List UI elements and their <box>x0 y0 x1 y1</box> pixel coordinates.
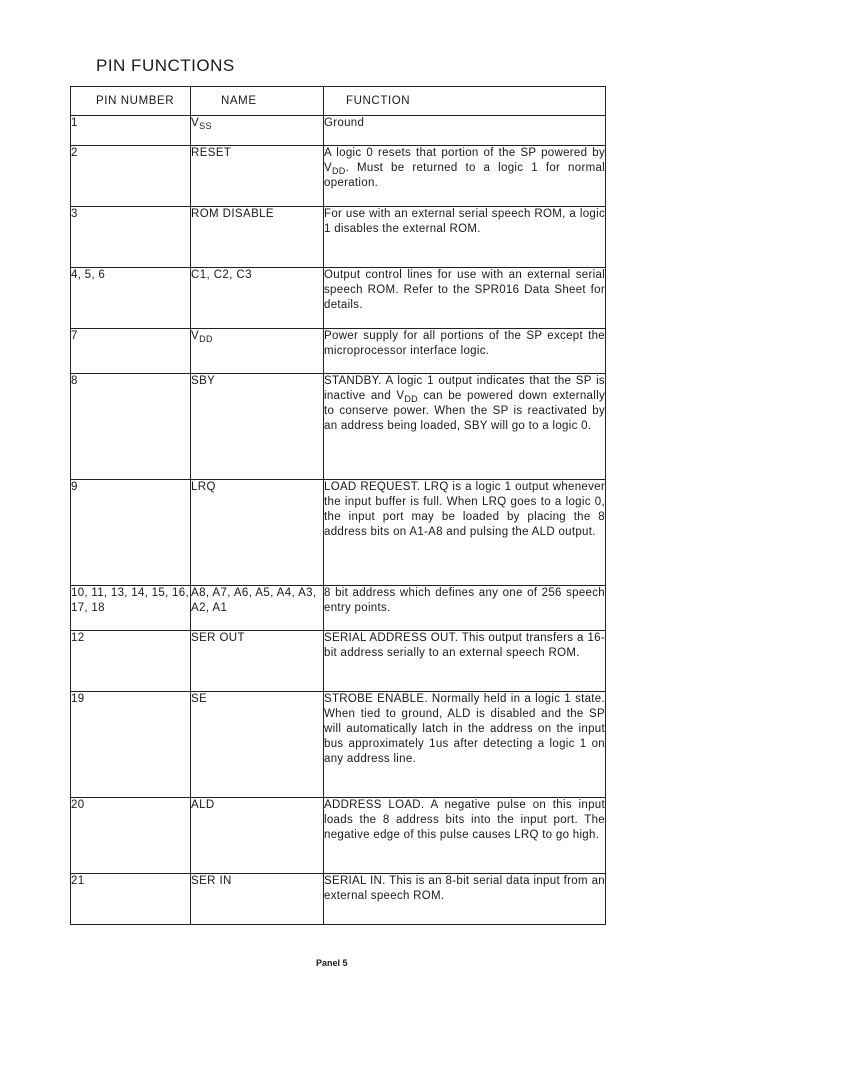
pin-name: ROM DISABLE <box>191 208 275 220</box>
pin-name: LRQ <box>191 481 216 493</box>
pin-function-text: STROBE ENABLE. Normally held in a logic 1 state. When tied to ground, ALD is disabled and the SP will automatically latch in the address on the input bus approximately 1us after detecting a logic 1 on any address line. <box>324 693 605 765</box>
pin-number-cell: 20 <box>71 798 191 874</box>
pin-function-text-continued: can be powered down externally to conserve power. When the SP is reactivated by an address being loaded, SBY will go to a logic 0. <box>324 390 605 432</box>
table-row <box>71 116 606 146</box>
pin-number-cell: 2 <box>71 146 191 207</box>
table-row <box>71 586 606 631</box>
pin-function-text: Output control lines for use with an external serial speech ROM. Refer to the SPR016 Data Sheet for details. <box>324 269 605 311</box>
pin-function-cell <box>324 207 606 268</box>
pin-function-text: Ground <box>324 117 365 129</box>
pin-function-text: ADDRESS LOAD. A negative pulse on this input loads the 8 address bits into the input port. The negative edge of this pulse causes LRQ to go high. <box>324 799 605 841</box>
pin-number-cell: 10, 11, 13, 14, 15, 16, 17, 18 <box>71 586 191 631</box>
pin-name-subscript: SS <box>199 121 212 131</box>
pin-name-cell <box>191 586 324 631</box>
pin-function-cell <box>324 480 606 586</box>
pin-function-cell <box>324 631 606 692</box>
pin-function-subscript: DD <box>404 394 418 404</box>
table-row <box>71 268 606 329</box>
pin-name-cell <box>191 692 324 798</box>
pin-function-cell <box>324 329 606 374</box>
pin-name: SBY <box>191 375 216 387</box>
pin-function-text: Power supply for all portions of the SP except the microprocessor interface logic. <box>324 330 605 357</box>
pin-function-cell <box>324 268 606 329</box>
pin-function-text-continued: . Must be returned to a logic 1 for normal operation. <box>324 162 605 189</box>
pin-function-subscript: DD <box>331 166 346 176</box>
table-row <box>71 874 606 925</box>
pin-function-cell <box>324 874 606 925</box>
pin-name-cell <box>191 116 324 146</box>
pin-name: V <box>191 117 200 129</box>
table-row <box>71 480 606 586</box>
page-title: PIN FUNCTIONS <box>96 56 235 75</box>
page-footer: Panel 5 <box>316 958 348 968</box>
pin-number-cell: 1 <box>71 116 191 146</box>
table-row <box>71 207 606 268</box>
header-name: NAME <box>191 87 324 116</box>
pin-name-cell <box>191 631 324 692</box>
pin-name: C1, C2, C3 <box>191 269 252 281</box>
pin-name-cell <box>191 480 324 586</box>
pin-name-cell <box>191 207 324 268</box>
pin-name: V <box>191 330 200 342</box>
pin-function-cell <box>324 116 606 146</box>
pin-function-cell <box>324 798 606 874</box>
pin-name-cell <box>191 146 324 207</box>
pin-name: SE <box>191 693 208 705</box>
pin-number-cell: 21 <box>71 874 191 925</box>
pin-name-cell <box>191 268 324 329</box>
pin-functions-table <box>70 86 606 925</box>
pin-name-cell <box>191 874 324 925</box>
pin-function-text: STANDBY. A logic 1 output indicates that the SP is inactive and V <box>324 375 605 402</box>
pin-name: SER OUT <box>191 632 245 644</box>
pin-function-cell <box>324 374 606 480</box>
pin-function-text: For use with an external serial speech ROM, a logic 1 disables the external ROM. <box>324 208 605 235</box>
header-function: FUNCTION <box>324 87 606 116</box>
table-row <box>71 631 606 692</box>
table-row <box>71 146 606 207</box>
pin-function-text: SERIAL ADDRESS OUT. This output transfers a 16-bit address serially to an external speech ROM. <box>324 632 605 659</box>
pin-name-subscript: DD <box>199 334 213 344</box>
pin-number-cell: 8 <box>71 374 191 480</box>
pin-function-text: A logic 0 resets that portion of the SP powered by V <box>324 147 605 174</box>
header-pin-number: PIN NUMBER <box>71 87 191 116</box>
pin-function-cell <box>324 692 606 798</box>
pin-number-cell: 9 <box>71 480 191 586</box>
pin-number-cell: 12 <box>71 631 191 692</box>
pin-name-cell <box>191 374 324 480</box>
pin-name-cell <box>191 329 324 374</box>
pin-number-cell: 7 <box>71 329 191 374</box>
pin-number-cell: 3 <box>71 207 191 268</box>
pin-name: RESET <box>191 147 232 159</box>
pin-function-text: 8 bit address which defines any one of 256 speech entry points. <box>324 587 605 614</box>
table-row <box>71 374 606 480</box>
pin-function-text: SERIAL IN. This is an 8-bit serial data input from an external speech ROM. <box>324 875 605 902</box>
pin-function-cell <box>324 146 606 207</box>
pin-function-text: LOAD REQUEST. LRQ is a logic 1 output whenever the input buffer is full. When LRQ goes to a logic 0, the input port may be loaded by placing the 8 address bits on A1-A8 and pulsing the ALD output. <box>324 481 605 538</box>
table-header-row <box>71 87 606 116</box>
pin-name-cell <box>191 798 324 874</box>
pin-function-cell <box>324 586 606 631</box>
table-row <box>71 329 606 374</box>
pin-number-cell: 19 <box>71 692 191 798</box>
pin-number-cell: 4, 5, 6 <box>71 268 191 329</box>
table-row <box>71 692 606 798</box>
table-body <box>71 116 606 925</box>
pin-name: A8, A7, A6, A5, A4, A3, A2, A1 <box>191 587 317 614</box>
pin-name: ALD <box>191 799 215 811</box>
table-row <box>71 798 606 874</box>
pin-name: SER IN <box>191 875 232 887</box>
